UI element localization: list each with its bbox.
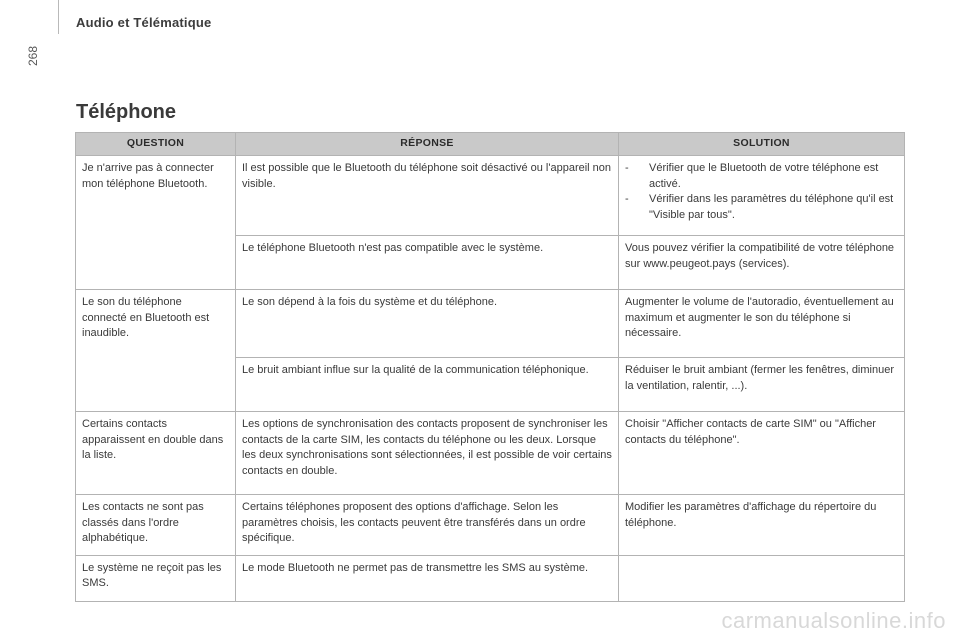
solution-cell: Augmenter le volume de l'autoradio, éventuellement au maximum et augmenter le son du téléphone si nécessaire. <box>619 290 905 358</box>
question-cell: Le système ne reçoit pas les SMS. <box>76 555 236 601</box>
table-header-row <box>76 133 905 156</box>
column-header-answer: RÉPONSE <box>236 133 619 156</box>
solution-step: - Vérifier dans les paramètres du téléphone qu'il est "Visible par tous". <box>625 192 898 223</box>
table-row <box>76 290 905 358</box>
solution-cell: Modifier les paramètres d'affichage du répertoire du téléphone. <box>619 495 905 556</box>
column-header-question: QUESTION <box>76 133 236 156</box>
solution-step: - Vérifier que le Bluetooth de votre téléphone est activé. <box>625 161 898 192</box>
solution-cell <box>619 555 905 601</box>
column-header-solution: SOLUTION <box>619 133 905 156</box>
answer-cell: Les options de synchronisation des contacts proposent de synchroniser les contacts de la carte SIM, les contacts du téléphone ou les deux. Lorsque les deux synchronisations sont sélectionnées, il est possible de voir certains contacts en double. <box>236 412 619 495</box>
solution-cell <box>619 156 905 236</box>
header-divider <box>58 0 59 34</box>
table-row <box>76 412 905 495</box>
question-cell: Le son du téléphone connecté en Bluetooth est inaudible. <box>76 290 236 412</box>
solution-cell: Vous pouvez vérifier la compatibilité de votre téléphone sur www.peugeot.pays (services). <box>619 236 905 290</box>
solution-cell: Choisir "Afficher contacts de carte SIM" ou "Afficher contacts du téléphone". <box>619 412 905 495</box>
table-row <box>76 555 905 601</box>
answer-cell: Le son dépend à la fois du système et du téléphone. <box>236 290 619 358</box>
section-header: Audio et Télématique <box>76 15 212 30</box>
table-row <box>76 495 905 556</box>
answer-cell: Certains téléphones proposent des options d'affichage. Selon les paramètres choisis, les contacts peuvent être transférés dans un ordre spécifique. <box>236 495 619 556</box>
answer-cell: Il est possible que le Bluetooth du téléphone soit désactivé ou l'appareil non visible. <box>236 156 619 236</box>
question-cell: Je n'arrive pas à connecter mon téléphone Bluetooth. <box>76 156 236 290</box>
watermark: carmanualsonline.info <box>721 608 946 633</box>
faq-table <box>75 132 905 602</box>
solution-steps <box>625 161 898 223</box>
page-title: Téléphone <box>76 101 177 123</box>
answer-cell: Le mode Bluetooth ne permet pas de transmettre les SMS au système. <box>236 555 619 601</box>
question-cell: Les contacts ne sont pas classés dans l'ordre alphabétique. <box>76 495 236 556</box>
answer-cell: Le bruit ambiant influe sur la qualité de la communication téléphonique. <box>236 358 619 412</box>
question-cell: Certains contacts apparaissent en double dans la liste. <box>76 412 236 495</box>
page-number: 268 <box>26 45 40 66</box>
solution-cell: Réduiser le bruit ambiant (fermer les fenêtres, diminuer la ventilation, ralentir, ...). <box>619 358 905 412</box>
table-row <box>76 156 905 236</box>
answer-cell: Le téléphone Bluetooth n'est pas compatible avec le système. <box>236 236 619 290</box>
